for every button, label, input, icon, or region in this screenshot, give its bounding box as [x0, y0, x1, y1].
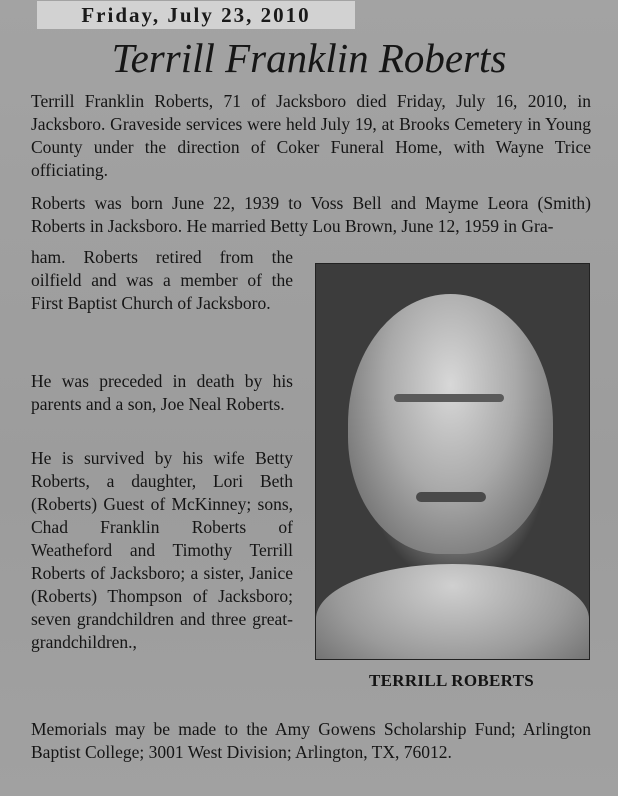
photo-brow: [394, 394, 504, 402]
photo-shoulders: [316, 564, 589, 660]
photo-mouth: [416, 492, 486, 502]
dateline: Friday, July 23, 2010: [37, 1, 355, 29]
photo-caption: TERRILL ROBERTS: [369, 671, 534, 690]
paragraph-death-notice: Terrill Franklin Roberts, 71 of Jacksboro died Friday, July 16, 2010, in Jacksboro. Graveside services were held July 19, at Brooks Cemetery in Young County under the direction of Coker Funeral Home, with Wayne Trice officiating.: [31, 91, 591, 180]
paragraph-birth-marriage: Roberts was born June 22, 1939 to Voss Bell and Mayme Leora (Smith) Roberts in Jacksboro. He married Betty Lou Brown, June 12, 1959 in Gra-: [31, 193, 591, 236]
paragraph-career: ham. Roberts retired from the oilfield and was a member of the First Baptist Church of Jacksboro.: [31, 247, 293, 313]
paragraph-preceded: He was preceded in death by his parents and a son, Joe Neal Roberts.: [31, 371, 293, 414]
headline: Terrill Franklin Roberts: [111, 35, 507, 81]
portrait-photo: [315, 263, 590, 660]
paragraph-survivors: He is survived by his wife Betty Roberts, a daughter, Lori Beth (Roberts) Guest of McKinney; sons, Chad Franklin Roberts of Weatheford and Timothy Terrill Roberts of Jacksboro; a sister, Janice (Roberts) Thompson of Jacksboro; seven grandchildren and three great-grandchildren.,: [31, 448, 293, 652]
photo-head: [348, 294, 553, 554]
paragraph-memorials: Memorials may be made to the Amy Gowens Scholarship Fund; Arlington Baptist College; 3001 West Division; Arlington, TX, 76012.: [31, 719, 591, 762]
